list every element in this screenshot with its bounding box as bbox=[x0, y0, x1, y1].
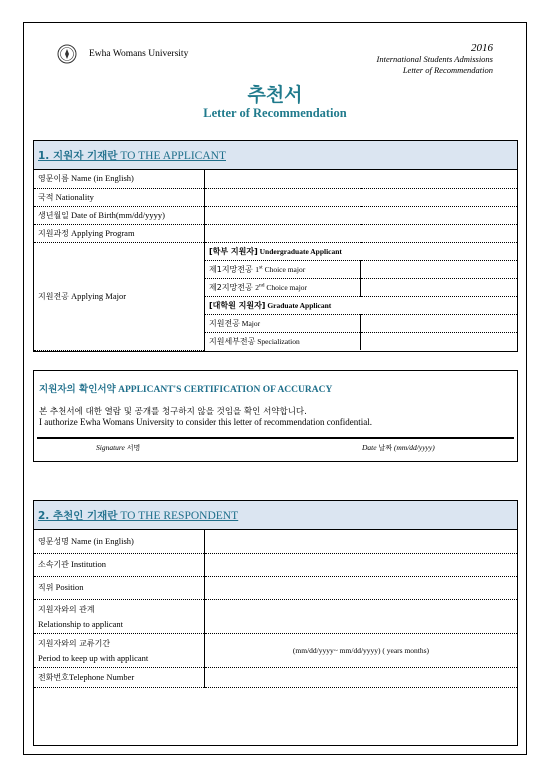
respondent-name-field[interactable] bbox=[205, 530, 518, 553]
table-row bbox=[34, 687, 517, 727]
table-row bbox=[34, 576, 517, 599]
table-row bbox=[34, 188, 517, 206]
applicant-section bbox=[33, 140, 518, 352]
respondent-heading-en: TO THE RESPONDENT bbox=[117, 509, 239, 522]
undergrad-header: [학부 지원자] Undergraduate Applicant bbox=[205, 242, 518, 260]
applicant-section-heading bbox=[34, 141, 517, 170]
grad-header: [대학원 지원자] Graduate Applicant bbox=[205, 296, 518, 314]
institution-field[interactable] bbox=[205, 553, 518, 576]
dob-label: 생년월일 Date of Birth(mm/dd/yyyy) bbox=[34, 206, 205, 224]
telephone-label: 전화번호Telephone Number bbox=[34, 667, 205, 687]
program-label: 지원과정 Applying Program bbox=[34, 224, 205, 242]
header-line-1: International Students Admissions bbox=[376, 54, 493, 64]
header-left bbox=[57, 44, 188, 64]
grad-major-field[interactable] bbox=[361, 314, 517, 332]
respondent-name-label: 영문성명 Name (in English) bbox=[34, 530, 205, 553]
table-row bbox=[34, 667, 517, 687]
position-label: 직위 Position bbox=[34, 576, 205, 599]
certification-text-ko: 본 추천서에 대한 열람 및 공개를 청구하지 않을 것임을 확인 서약합니다. bbox=[39, 407, 307, 417]
certification-title: 지원자의 확인서약 APPLICANT'S CERTIFICATION OF ACCURACY bbox=[39, 384, 333, 395]
table-row bbox=[34, 553, 517, 576]
header-right bbox=[377, 42, 494, 76]
period-field[interactable]: (mm/dd/yyyy~ mm/dd/yyyy) ( years months) bbox=[205, 633, 518, 667]
university-seal-icon bbox=[57, 44, 77, 64]
applicant-table bbox=[34, 170, 517, 351]
respondent-section-heading bbox=[34, 501, 517, 530]
respondent-table bbox=[34, 530, 517, 727]
grad-major-label: 지원전공 Major bbox=[205, 314, 361, 332]
university-name: Ewha Womans University bbox=[89, 49, 189, 59]
table-row bbox=[34, 633, 517, 667]
header-year: 2016 bbox=[471, 42, 493, 54]
table-row bbox=[34, 224, 517, 242]
second-choice-label: 제2지망전공 2nd Choice major bbox=[205, 278, 361, 296]
certification-box bbox=[33, 370, 518, 462]
table-row bbox=[34, 170, 517, 188]
position-field[interactable] bbox=[205, 576, 518, 599]
respondent-heading-ko: 2. 추천인 기재란 bbox=[38, 509, 118, 522]
applicant-heading-en: TO THE APPLICANT bbox=[117, 149, 226, 162]
institution-label: 소속기관 Institution bbox=[34, 553, 205, 576]
major-label: 지원전공 Applying Major bbox=[34, 242, 205, 350]
applicant-name-field[interactable] bbox=[205, 170, 518, 188]
telephone-field[interactable] bbox=[205, 667, 518, 687]
table-row bbox=[34, 530, 517, 553]
respondent-section bbox=[33, 500, 518, 746]
relationship-field[interactable] bbox=[205, 599, 518, 633]
page-title-korean: 추천서 bbox=[247, 84, 303, 106]
first-choice-label: 제1지망전공 1st Choice major bbox=[205, 260, 361, 278]
date-label: Date 날짜 (mm/dd/yyyy) bbox=[362, 443, 435, 452]
header-line-2: Letter of Recommendation bbox=[402, 65, 493, 75]
applicant-name-label: 영문이름 Name (in English) bbox=[34, 170, 205, 188]
applicant-heading-ko: 1. 지원자 기재란 bbox=[38, 149, 118, 162]
signature-line[interactable] bbox=[37, 437, 514, 439]
program-field[interactable] bbox=[205, 224, 518, 242]
nationality-field[interactable] bbox=[205, 188, 518, 206]
first-choice-field[interactable] bbox=[361, 260, 517, 278]
nationality-label: 국적 Nationality bbox=[34, 188, 205, 206]
table-row bbox=[34, 242, 517, 260]
specialization-label: 지원세부전공 Specialization bbox=[205, 332, 361, 350]
signature-label: Signature 서명 bbox=[96, 443, 141, 452]
period-label: 지원자와의 교류기간 Period to keep up with applicant bbox=[34, 633, 205, 667]
page-title-english: Letter of Recommendation bbox=[203, 106, 347, 120]
second-choice-field[interactable] bbox=[361, 278, 517, 296]
table-row bbox=[34, 206, 517, 224]
relationship-label: 지원자와의 관계 Relationship to applicant bbox=[34, 599, 205, 633]
certification-text-en: I authorize Ewha Womans University to consider this letter of recommendation confidential. bbox=[39, 417, 373, 427]
table-row bbox=[34, 599, 517, 633]
dob-field[interactable] bbox=[205, 206, 518, 224]
specialization-field[interactable] bbox=[361, 332, 517, 350]
blank-area bbox=[34, 687, 517, 727]
